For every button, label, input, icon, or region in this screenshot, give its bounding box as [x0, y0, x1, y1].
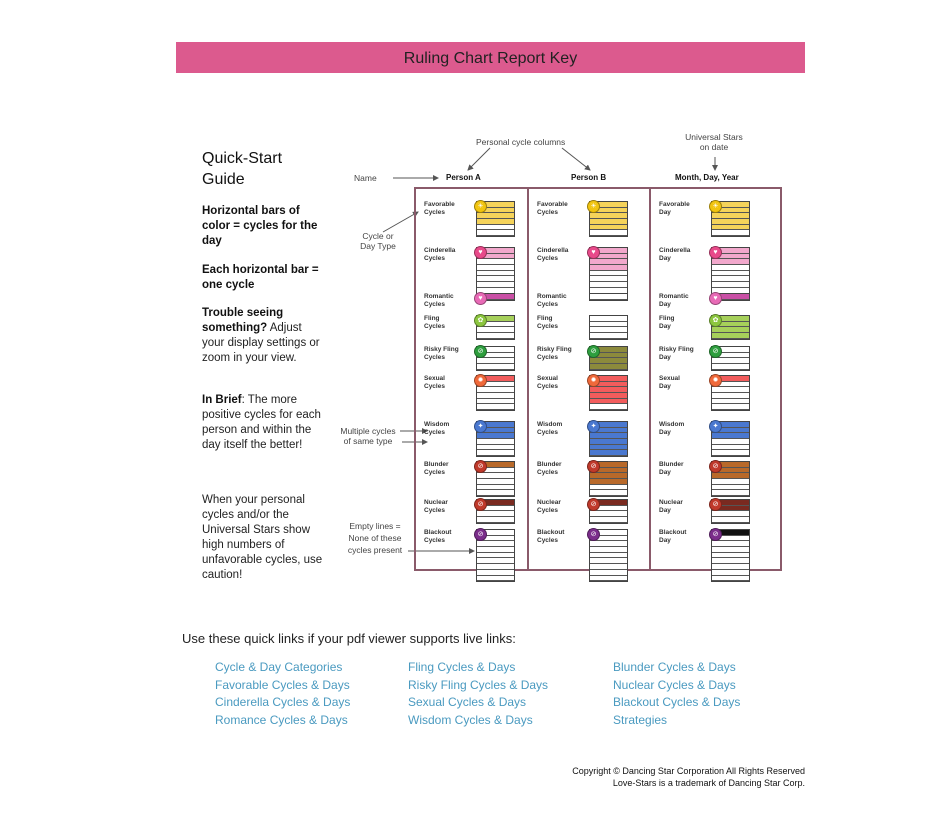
quickstart-in-brief: In Brief: The more positive cycles for each person and within the day itself the better! [202, 394, 321, 451]
cinderella-bar-stack [711, 247, 750, 295]
cycle-bar [590, 333, 627, 339]
blackout-row-label: Blackout Day [659, 529, 687, 544]
favorable-bar-stack [476, 201, 515, 237]
fling-row-label: Fling Day [659, 315, 675, 330]
wisdom-icon: ✦ [587, 420, 600, 433]
column-header-person-b: Person B [571, 173, 607, 182]
cycle-bar [477, 404, 514, 410]
chart-column-0 [416, 189, 527, 569]
wisdom-row-label: Wisdom Cycles [424, 421, 450, 436]
cycle-bar [712, 517, 749, 523]
nuclear-icon: ⊘ [587, 498, 600, 511]
cinderella-row-label: Cinderella Cycles [424, 247, 456, 262]
blackout-icon: ⊘ [709, 528, 722, 541]
favorable-bar-stack [711, 201, 750, 237]
blunder-bar-stack [476, 461, 515, 497]
favorable-row-label: Favorable Day [659, 201, 690, 216]
wisdom-icon: ✦ [709, 420, 722, 433]
link-risky-fling-cycles[interactable]: Risky Fling Cycles & Days [408, 677, 549, 692]
fling-icon: ✿ [709, 314, 722, 327]
link-cinderella-cycles[interactable]: Cinderella Cycles & Days [215, 695, 351, 710]
cycle-bar [590, 517, 627, 523]
riskyfling-row-label: Risky Fling Cycles [424, 346, 459, 361]
cycle-bar [590, 576, 627, 582]
nuclear-row-label: Nuclear Cycles [424, 499, 448, 514]
cycle-bar [590, 294, 627, 300]
annotation-name: Name [354, 173, 377, 183]
nuclear-icon: ⊘ [474, 498, 487, 511]
riskyfling-icon: ⊘ [709, 345, 722, 358]
blunder-bar-stack [589, 461, 628, 497]
romantic-bar-stack [589, 293, 628, 301]
blunder-icon: ⊘ [709, 460, 722, 473]
nuclear-row-label: Nuclear Day [659, 499, 683, 514]
sample-ruling-chart [414, 187, 782, 571]
annotation-personal-cycle-columns: Personal cycle columns [476, 137, 566, 147]
quickstart-horizontal-bars: Horizontal bars of color = cycles for the day [202, 205, 318, 247]
cycle-bar [590, 490, 627, 496]
nuclear-bar-stack [589, 499, 628, 524]
romantic-row-label: Romantic Cycles [537, 293, 567, 308]
cycle-bar [712, 576, 749, 582]
cycle-bar [712, 333, 749, 339]
quickstart-caution: When your personal cycles and/or the Universal Stars show high numbers of unfavorable cycles, use caution! [202, 494, 323, 581]
romantic-row-label: Romantic Day [659, 293, 689, 308]
romantic-icon: ♥ [474, 292, 487, 305]
link-fling-cycles[interactable]: Fling Cycles & Days [408, 660, 516, 674]
fling-row-label: Fling Cycles [537, 315, 558, 330]
sexual-row-label: Sexual Cycles [424, 375, 445, 390]
cinderella-bar-stack [589, 247, 628, 295]
riskyfling-bar-stack [589, 346, 628, 371]
link-nuclear-cycles[interactable]: Nuclear Cycles & Days [613, 677, 736, 692]
quickstart-title-line1: Quick-Start [202, 150, 283, 167]
blackout-bar-stack [476, 529, 515, 582]
riskyfling-bar-stack [476, 346, 515, 371]
column-header-date: Month, Day, Year [675, 173, 739, 182]
cycle-bar [590, 230, 627, 236]
riskyfling-icon: ⊘ [474, 345, 487, 358]
cycle-bar [477, 490, 514, 496]
blunder-icon: ⊘ [587, 460, 600, 473]
cycle-bar [477, 450, 514, 456]
riskyfling-bar-stack [711, 346, 750, 371]
sexual-row-label: Sexual Cycles [537, 375, 558, 390]
fling-bar-stack [711, 315, 750, 340]
sexual-row-label: Sexual Day [659, 375, 680, 390]
trademark-line: Love-Stars is a trademark of Dancing Star Corp. [612, 778, 805, 788]
link-blunder-cycles[interactable]: Blunder Cycles & Days [613, 660, 736, 674]
cycle-bar [712, 450, 749, 456]
link-blackout-cycles[interactable]: Blackout Cycles & Days [613, 695, 741, 710]
sexual-icon: ✹ [709, 374, 722, 387]
blunder-row-label: Blunder Day [659, 461, 684, 476]
riskyfling-icon: ⊘ [587, 345, 600, 358]
blunder-row-label: Blunder Cycles [537, 461, 562, 476]
annotation-universal-stars: Universal Stars on date [685, 132, 743, 152]
romantic-icon: ♥ [709, 292, 722, 305]
fling-row-label: Fling Cycles [424, 315, 445, 330]
favorable-icon: ☀ [587, 200, 600, 213]
cycle-bar [712, 490, 749, 496]
favorable-bar-stack [589, 201, 628, 237]
cinderella-row-label: Cinderella Cycles [537, 247, 569, 262]
blackout-row-label: Blackout Cycles [537, 529, 565, 544]
chart-column-1 [527, 189, 651, 569]
fling-icon: ✿ [474, 314, 487, 327]
favorable-icon: ☀ [709, 200, 722, 213]
link-wisdom-cycles[interactable]: Wisdom Cycles & Days [408, 713, 533, 728]
nuclear-icon: ⊘ [709, 498, 722, 511]
quicklinks-column-2 [408, 659, 548, 730]
blunder-row-label: Blunder Cycles [424, 461, 449, 476]
copyright-notice [572, 765, 805, 789]
blackout-bar-stack [589, 529, 628, 582]
wisdom-icon: ✦ [474, 420, 487, 433]
blunder-icon: ⊘ [474, 460, 487, 473]
link-strategies[interactable]: Strategies [613, 713, 668, 728]
favorable-row-label: Favorable Cycles [537, 201, 568, 216]
link-favorable-cycles[interactable]: Favorable Cycles & Days [215, 677, 350, 692]
sexual-icon: ✹ [474, 374, 487, 387]
page-title: Ruling Chart Report Key [403, 50, 578, 67]
quicklinks-header: Use these quick links if your pdf viewer supports live links: [182, 631, 516, 646]
sexual-bar-stack [476, 375, 515, 411]
blackout-bar-stack [711, 529, 750, 582]
wisdom-row-label: Wisdom Day [659, 421, 685, 436]
cinderella-icon: ♥ [587, 246, 600, 259]
cycle-bar [477, 517, 514, 523]
fling-bar-stack [589, 315, 628, 340]
nuclear-bar-stack [476, 499, 515, 524]
blackout-icon: ⊘ [587, 528, 600, 541]
wisdom-bar-stack [711, 421, 750, 457]
annotation-multiple-cycles: Multiple cycles of same type [340, 426, 396, 446]
column-header-person-a: Person A [446, 173, 481, 182]
cinderella-icon: ♥ [709, 246, 722, 259]
romantic-row-label: Romantic Cycles [424, 293, 454, 308]
wisdom-row-label: Wisdom Cycles [537, 421, 563, 436]
cycle-bar [590, 364, 627, 370]
romantic-bar-stack [711, 293, 750, 301]
blackout-row-label: Blackout Cycles [424, 529, 452, 544]
favorable-row-label: Favorable Cycles [424, 201, 455, 216]
quicklinks-column-1 [215, 659, 350, 730]
cycle-bar [477, 576, 514, 582]
cycle-bar [477, 364, 514, 370]
link-romance-cycles[interactable]: Romance Cycles & Days [215, 713, 348, 728]
chart-column-2 [649, 189, 784, 569]
quickstart-each-bar: Each horizontal bar = one cycle [202, 264, 319, 291]
nuclear-row-label: Nuclear Cycles [537, 499, 561, 514]
wisdom-bar-stack [589, 421, 628, 457]
cycle-bar [477, 333, 514, 339]
cinderella-row-label: Cinderella Day [659, 247, 691, 262]
quickstart-trouble-seeing: Trouble seeing something? Adjust your display settings or zoom in your view. [202, 307, 320, 364]
cinderella-icon: ♥ [474, 246, 487, 259]
cycle-bar [712, 364, 749, 370]
link-sexual-cycles[interactable]: Sexual Cycles & Days [408, 695, 527, 710]
copyright-line1: Copyright © Dancing Star Corporation All Rights Reserved [572, 766, 805, 776]
fling-bar-stack [476, 315, 515, 340]
annotation-empty-lines: Empty lines = None of these cycles present [347, 521, 403, 555]
annotation-cycle-or-day-type: Cycle or Day Type [360, 231, 396, 251]
favorable-icon: ☀ [474, 200, 487, 213]
cycle-bar [590, 450, 627, 456]
blunder-bar-stack [711, 461, 750, 497]
sexual-icon: ✹ [587, 374, 600, 387]
quicklinks-column-3 [613, 659, 740, 730]
cycle-bar [590, 404, 627, 410]
nuclear-bar-stack [711, 499, 750, 524]
link-cycle-day-categories[interactable]: Cycle & Day Categories [215, 660, 343, 674]
cycle-bar [712, 404, 749, 410]
cinderella-bar-stack [476, 247, 515, 295]
cycle-bar [712, 230, 749, 236]
romantic-bar-stack [476, 293, 515, 301]
sexual-bar-stack [711, 375, 750, 411]
quickstart-title-line2: Guide [202, 171, 245, 188]
cycle-bar [477, 230, 514, 236]
blackout-icon: ⊘ [474, 528, 487, 541]
riskyfling-row-label: Risky Fling Cycles [537, 346, 572, 361]
wisdom-bar-stack [476, 421, 515, 457]
sexual-bar-stack [589, 375, 628, 411]
riskyfling-row-label: Risky Fling Day [659, 346, 694, 361]
